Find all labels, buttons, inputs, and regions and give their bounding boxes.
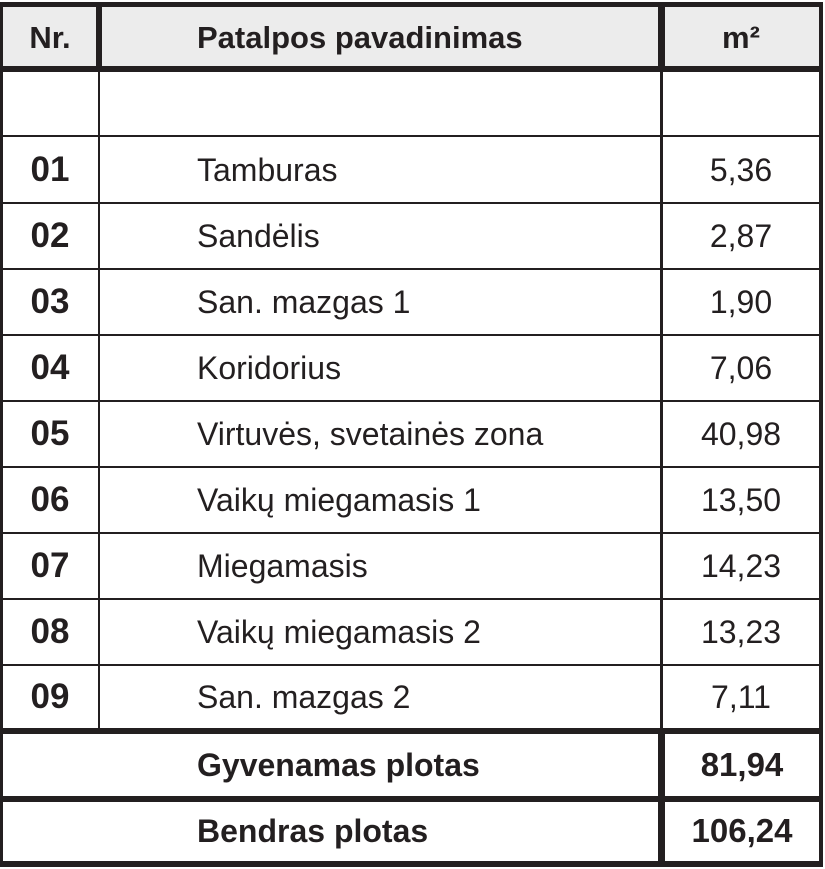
header-border-bottom: [0, 66, 823, 72]
room-area: 7,11: [711, 678, 771, 715]
row-divider: [0, 598, 823, 600]
room-area: 14,23: [700, 547, 782, 584]
room-number: 05: [30, 414, 70, 453]
totals-border-bottom: [0, 861, 823, 867]
header-border-top: [0, 2, 823, 7]
living-area-value: 81,94: [700, 746, 784, 783]
room-area: 1,90: [709, 283, 773, 320]
room-name: Miegamasis: [197, 547, 368, 584]
row-divider: [0, 400, 823, 402]
totals-column-divider: [658, 728, 665, 867]
room-area: 7,06: [709, 349, 773, 386]
room-number: 04: [30, 348, 70, 387]
row-divider: [0, 334, 823, 336]
totals-border-top: [0, 728, 823, 734]
row-divider: [0, 268, 823, 270]
row-divider: [0, 135, 823, 137]
room-name: Tamburas: [197, 151, 338, 188]
room-number: 08: [30, 612, 70, 651]
room-area: 5,36: [709, 151, 773, 188]
room-number: 01: [30, 150, 70, 189]
room-number: 07: [30, 546, 70, 585]
row-divider: [0, 202, 823, 204]
room-name: San. mazgas 2: [197, 678, 411, 715]
row-divider: [0, 532, 823, 534]
header-area: m²: [722, 19, 760, 55]
table-border-left: [0, 2, 3, 867]
room-name: Koridorius: [197, 349, 342, 386]
room-number: 03: [30, 282, 70, 321]
header-room-name: Patalpos pavadinimas: [197, 19, 523, 55]
room-area: 2,87: [709, 217, 773, 254]
room-name: Virtuvės, svetainės zona: [197, 415, 544, 452]
table-border-right: [819, 2, 823, 867]
totals-border-middle: [0, 796, 823, 802]
room-name: Vaikų miegamasis 2: [197, 613, 481, 650]
header-number: Nr.: [29, 19, 71, 55]
row-divider: [0, 466, 823, 468]
room-area: 40,98: [700, 415, 782, 452]
total-area-value: 106,24: [691, 812, 793, 849]
living-area-label: Gyvenamas plotas: [197, 746, 480, 783]
room-name: Sandėlis: [197, 217, 320, 254]
room-area: 13,50: [700, 481, 782, 518]
room-name: Vaikų miegamasis 1: [197, 481, 481, 518]
column-divider: [658, 2, 665, 72]
room-number: 06: [30, 480, 70, 519]
row-divider: [0, 664, 823, 666]
room-number: 09: [30, 677, 70, 716]
column-divider: [96, 2, 102, 72]
room-number: 02: [30, 216, 70, 255]
room-name: San. mazgas 1: [197, 283, 411, 320]
total-area-label: Bendras plotas: [197, 812, 429, 849]
room-area: 13,23: [700, 613, 782, 650]
